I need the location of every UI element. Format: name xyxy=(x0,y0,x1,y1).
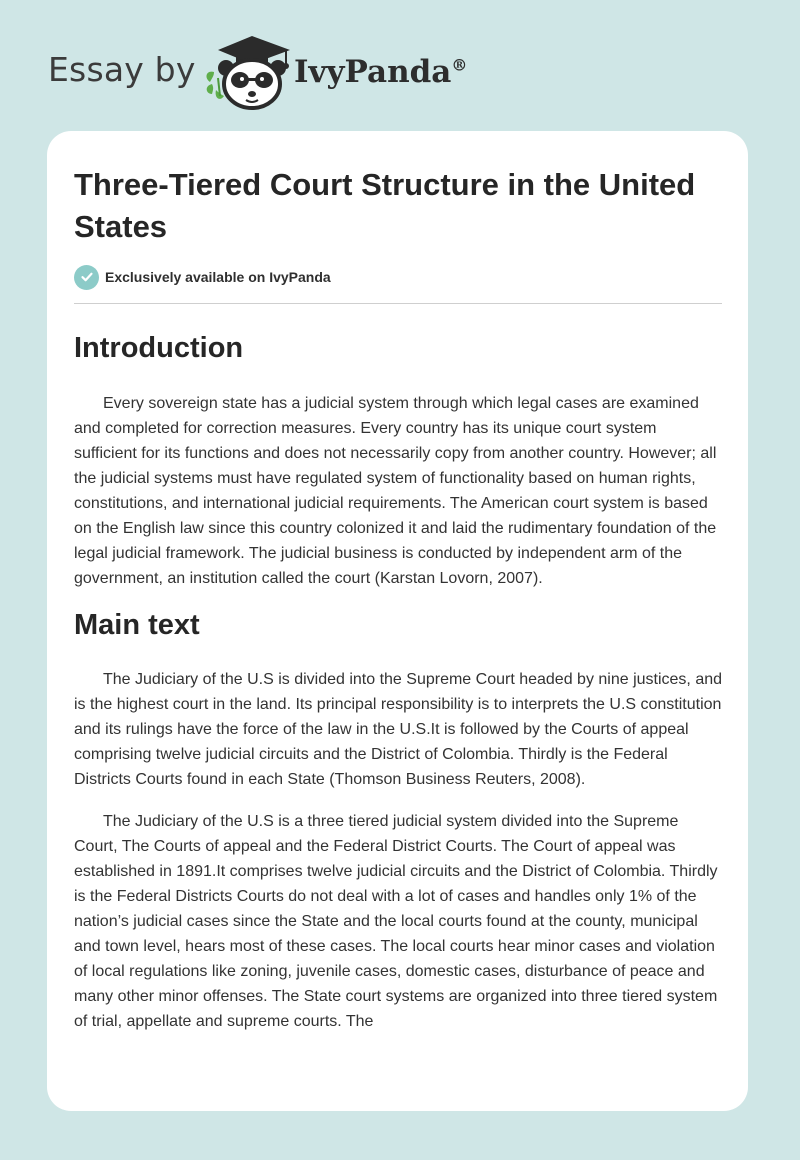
section-heading-main-text: Main text xyxy=(74,609,200,641)
section-heading-introduction: Introduction xyxy=(74,332,244,364)
exclusive-badge xyxy=(74,264,331,290)
panda-graduate-logo-icon[interactable] xyxy=(200,34,296,110)
paragraph: The Judiciary of the U.S is divided into the Supreme Court headed by nine justices, and is the highest court in the land. Its principal responsibility is to interprets the U.S constitution and its rulings have the force of the law in the U.S.It is followed by the Courts of appeal comprising twelve judicial circuits and the District of Colombia. Thirdly is the Federal Districts Courts found in each State (Thomson Business Reuters, 2008). xyxy=(74,671,723,788)
brand-name-text: IvyPanda xyxy=(294,54,452,90)
registered-mark: ® xyxy=(451,55,468,75)
exclusive-badge-text: Exclusively available on IvyPanda xyxy=(105,269,331,285)
title-divider xyxy=(74,303,722,304)
paragraph: Every sovereign state has a judicial system through which legal cases are examined and completed for correction measures. Every country has its unique court system sufficient for its functions and does not necessarily copy from another country. However; all the judicial systems must have regulated system of functionality based on human rights, constitutions, and international judicial requirements. The American court system is based on the English law since this country colonized it and laid the rudimentary foundation of the legal judicial framework. The judicial business is conducted by independent arm of the government, an institution called the court (Karstan Lovorn, 2007). xyxy=(74,395,717,587)
essay-by-label: Essay by xyxy=(48,50,196,89)
paragraph: The Judiciary of the U.S is a three tiered judicial system divided into the Supreme Court, The Courts of appeal and the Federal District Courts. The Court of appeal was established in 1891.It comprises twelve judicial circuits and the District of Colombia. Thirdly is the Federal Districts Courts do not deal with a lot of cases and handles only 1% of the nation’s judicial cases since the State and the local courts found at the county, municipal and town level, hears most of these cases. The local courts hear minor cases and violation of local regulations like zoning, juvenile cases, domestic cases, disturbance of peace and many other minor offenses. The State court systems are organized into three tiered system of trial, appellate and supreme courts. The xyxy=(74,813,718,1030)
essay-card xyxy=(47,131,748,1111)
check-circle-icon xyxy=(74,265,99,290)
site-header xyxy=(48,34,548,114)
brand-name[interactable] xyxy=(294,54,467,90)
page-title: Three-Tiered Court Structure in the United States xyxy=(74,167,696,244)
essay-content xyxy=(74,321,722,1034)
